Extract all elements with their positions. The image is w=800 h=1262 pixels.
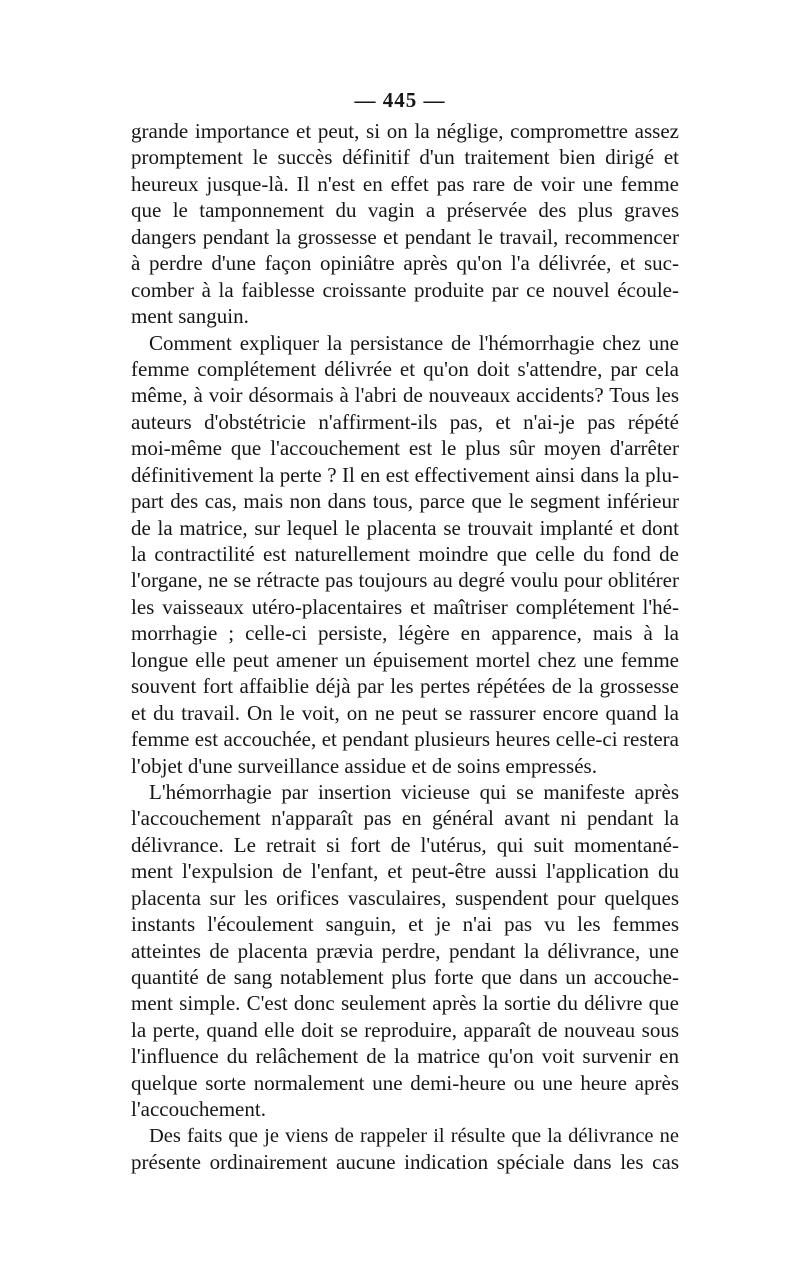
text-line: atteintes de placenta prævia perdre, pendant la délivrance, une bbox=[131, 938, 679, 963]
text-line: délivrance. Le retrait si fort de l'utérus, qui suit momentané- bbox=[131, 832, 679, 857]
text-line: définitivement la perte ? Il en est effectivement ainsi dans la plu- bbox=[131, 462, 679, 487]
text-line: grande importance et peut, si on la néglige, compromettre assez bbox=[131, 119, 679, 143]
text-line: L'hémorrhagie par insertion vicieuse qui se manifeste après bbox=[149, 779, 679, 804]
text-line: quelque sorte normalement une demi-heure ou une heure après bbox=[131, 1070, 679, 1095]
text-line: auteurs d'obstétricie n'affirment-ils pas, et n'ai-je pas répété bbox=[131, 409, 679, 434]
text-line: moi-même que l'accouchement est le plus sûr moyen d'arrêter bbox=[131, 436, 679, 461]
text-line: ment sanguin. bbox=[131, 304, 249, 329]
text-line: l'objet d'une surveillance assidue et de soins empressés. bbox=[131, 753, 597, 778]
text-line: l'organe, ne se rétracte pas toujours au degré voulu pour oblitérer bbox=[131, 568, 679, 593]
text-line: souvent fort affaiblie déjà par les pertes répétées de la grossesse bbox=[131, 674, 679, 699]
text-line: l'influence du relâchement de la matrice qu'on voit survenir en bbox=[131, 1044, 679, 1069]
text-line: placenta sur les orifices vasculaires, suspendent pour quelques bbox=[131, 885, 679, 910]
text-line: morrhagie ; celle-ci persiste, légère en apparence, mais à la bbox=[131, 621, 679, 646]
text-line: ment simple. C'est donc seulement après la sortie du délivre que bbox=[131, 991, 679, 1016]
text-line: présente ordinairement aucune indication spéciale dans les cas bbox=[131, 1150, 679, 1175]
text-line: longue elle peut amener un épuisement mortel chez une femme bbox=[131, 647, 679, 672]
page-number: — 445 — bbox=[354, 88, 446, 112]
text-line: la contractilité est naturellement moindre que celle du fond de bbox=[131, 542, 679, 566]
text-line: heureux jusque-là. Il n'est en effet pas rare de voir une femme bbox=[131, 171, 679, 196]
text-line: la perte, quand elle doit se reproduire, apparaît de nouveau sous bbox=[131, 1017, 679, 1042]
text-line: que le tamponnement du vagin a préservée des plus graves bbox=[131, 198, 679, 223]
text-line: l'accouchement. bbox=[131, 1097, 266, 1122]
text-line: l'accouchement n'apparaît pas en général avant ni pendant la bbox=[131, 806, 679, 831]
text-line: Des faits que je viens de rappeler il résulte que la délivrance ne bbox=[149, 1124, 679, 1147]
text-line: femme est accouchée, et pendant plusieurs heures celle-ci restera bbox=[131, 727, 679, 752]
text-line: même, à voir désormais à l'abri de nouveaux accidents? Tous les bbox=[131, 383, 679, 408]
text-line: promptement le succès définitif d'un traitement bien dirigé et bbox=[131, 145, 679, 170]
text-line: dangers pendant la grossesse et pendant le travail, recommencer bbox=[131, 224, 679, 249]
text-line: à perdre d'une façon opiniâtre après qu'on l'a délivrée, et suc- bbox=[131, 251, 679, 276]
text-line: ment l'expulsion de l'enfant, et peut-être aussi l'application du bbox=[131, 859, 679, 884]
text-line: comber à la faiblesse croissante produite par ce nouvel écoule- bbox=[131, 277, 679, 302]
text-line: de la matrice, sur lequel le placenta se trouvait implanté et dont bbox=[131, 515, 679, 540]
text-line: part des cas, mais non dans tous, parce que le segment inférieur bbox=[131, 489, 679, 514]
text-line: Comment expliquer la persistance de l'hémorrhagie chez une bbox=[149, 330, 679, 355]
text-line: quantité de sang notablement plus forte que dans un accouche- bbox=[131, 965, 679, 989]
text-line: femme complétement délivrée et qu'on doit s'attendre, par cela bbox=[131, 356, 679, 381]
body-text bbox=[131, 118, 679, 1176]
text-line: et du travail. On le voit, on ne peut se rassurer encore quand la bbox=[131, 700, 679, 725]
text-line: instants l'écoulement sanguin, et je n'ai pas vu les femmes bbox=[131, 912, 679, 937]
text-line: les vaisseaux utéro-placentaires et maîtriser complétement l'hé- bbox=[131, 594, 679, 619]
